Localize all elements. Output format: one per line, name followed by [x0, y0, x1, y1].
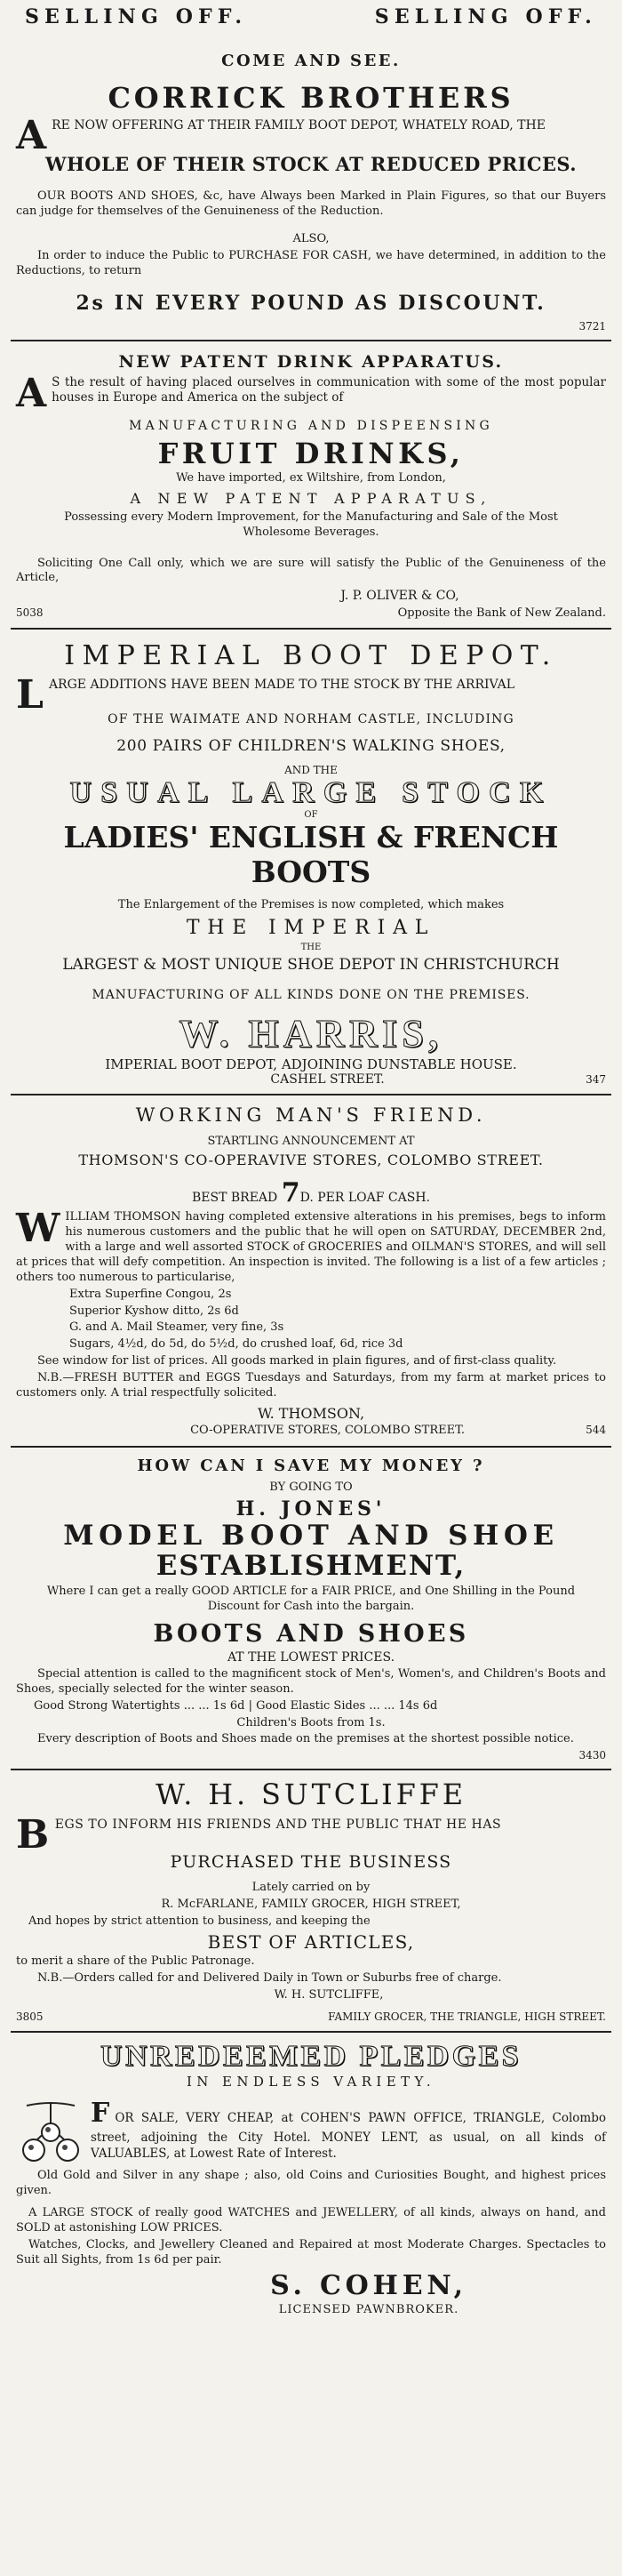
sutcliffe-intro: EGS TO INFORM HIS FRIENDS AND THE PUBLIC THAT HE HAS — [54, 1818, 502, 1833]
sutcliffe-sig: W. H. SUTCLIFFE, — [274, 1987, 384, 2002]
list-item: G. and A. Mail Steamer, very fine, 3s — [69, 1320, 284, 1335]
corrick-number: 3721 — [578, 319, 606, 333]
jones-prices: Good Strong Watertights ... ... 1s 6d | Good Elastic Sides ... ... 14s 6d — [34, 1698, 438, 1713]
imperial-harris: W. HARRIS, — [179, 1012, 443, 1056]
sutcliffe-number: 3805 — [16, 2010, 44, 2023]
corrick-discount: 2s IN EVERY POUND AS DISCOUNT. — [76, 291, 546, 315]
drink-apparatus: A NEW PATENT APPARATUS, — [130, 489, 492, 507]
cohen-gold: Old Gold and Silver in any shape ; also, old Coins and Curiosities Bought, and highest prices given. — [16, 2169, 606, 2198]
divider — [11, 2031, 611, 2033]
drink-imported: We have imported, ex Wiltshire, from London, — [176, 470, 446, 485]
sutcliffe-lately: Lately carried on by — [251, 1881, 371, 1895]
cohen-sub: IN ENDLESS VARIETY. — [186, 2074, 436, 2090]
corrick-p2: In order to induce the Public to PURCHASE FOR CASH, we have determined, in addition to the Reductions, to return — [16, 248, 606, 277]
cohen-stock: A LARGE STOCK of really good WATCHES and JEWELLERY, of all kinds, always on hand, and SOLD at astonishing LOW PRICES. — [16, 2206, 606, 2235]
jones-name: H. JONES' — [235, 1497, 387, 1521]
drink-number: 5038 — [16, 606, 44, 619]
bread-label: BEST BREAD — [192, 1191, 278, 1206]
jones-title: HOW CAN I SAVE MY MONEY ? — [137, 1456, 485, 1475]
imperial-of: OF — [304, 810, 318, 821]
cohen-watches: Watches, Clocks, and Jewellery Cleaned and Repaired at most Moderate Charges. Spectacles to Suit all Sights, from 1s 6d per pair. — [16, 2237, 606, 2267]
divider — [11, 340, 611, 341]
thomson-sig-addr: CO-OPERATIVE STORES, COLOMBO STREET. — [190, 1423, 465, 1437]
thomson-items — [16, 1288, 606, 1353]
thomson-nb: N.B.—FRESH BUTTER and EGGS Tuesdays and Saturdays, from my farm at market prices to customers only. A trial respectfully solicited. — [16, 1371, 606, 1400]
pawnbroker-balls-icon — [20, 2100, 82, 2168]
imperial-largest: LARGEST & MOST UNIQUE SHOE DEPOT IN CHRISTCHURCH — [62, 956, 560, 975]
come-and-see: COME AND SEE. — [221, 52, 401, 70]
imperial-enlarge: The Enlargement of the Premises is now completed, which makes — [117, 898, 505, 912]
imperial-usual: USUAL LARGE STOCK — [69, 776, 553, 810]
imperial-intro: ARGE ADDITIONS HAVE BEEN MADE TO THE STOCK BY THE ARRIVAL — [48, 678, 515, 693]
imperial-and-the: AND THE — [284, 764, 338, 777]
cohen-licensed: LICENSED PAWNBROKER. — [278, 2302, 459, 2316]
cohen-intro: OR SALE, VERY CHEAP, at COHEN'S PAWN OFFICE, TRIANGLE, Colombo street, adjoining the City Hotel. MONEY LENT, as usual, on all kinds of VALUABLES, at Lowest Rate of Interest. — [91, 2111, 606, 2161]
sutcliffe-best: BEST OF ARTICLES, — [207, 1930, 415, 1953]
corrick-headline: WHOLE OF THEIR STOCK AT REDUCED PRICES. — [45, 153, 577, 176]
imperial-line2: OF THE WAIMATE AND NORHAM CASTLE, INCLUDING — [108, 712, 514, 727]
jones-special: Special attention is called to the magnificent stock of Men's, Women's, and Children's Boots and Shoes, specially selected for the winter season. — [16, 1666, 606, 1696]
imperial-the: THE — [300, 943, 322, 953]
jones-estab: ESTABLISHMENT, — [156, 1549, 466, 1582]
corrick-p1: OUR BOOTS AND SHOES, &c, have Always been Marked in Plain Figures, so that our Buyers can judge for themselves of the Genuineness of the Reduction. — [16, 189, 606, 219]
cohen-title: UNREDEEMED PLEDGES — [100, 2040, 522, 2074]
sutcliffe-mcf: R. McFARLANE, FAMILY GROCER, HIGH STREET, — [161, 1898, 461, 1912]
sutcliffe-nb: N.B.—Orders called for and Delivered Daily in Town or Suburbs free of charge. — [37, 1970, 502, 1985]
jones-every: Every description of Boots and Shoes made on the premises at the shortest possible notice. — [37, 1732, 574, 1746]
drop-cap: W — [16, 1206, 60, 1252]
corrick-title: CORRICK BROTHERS — [108, 81, 514, 115]
thomson-ad — [0, 1104, 622, 1438]
drop-cap: L — [16, 672, 44, 718]
selling-off-header — [0, 0, 622, 70]
imperial-street: CASHEL STREET. — [270, 1072, 385, 1087]
bread-suffix: D. PER LOAF CASH. — [299, 1191, 430, 1206]
divider — [11, 1094, 611, 1095]
drink-firm: J. P. OLIVER & CO, — [340, 589, 459, 604]
list-item: Sugars, 4½d, do 5d, do 5½d, do crushed loaf, 6d, rice 3d — [69, 1337, 403, 1352]
corrick-intro: RE NOW OFFERING AT THEIR FAMILY BOOT DEPOT, WHATELY ROAD, THE — [52, 118, 546, 133]
sutcliffe-purchased: PURCHASED THE BUSINESS — [170, 1852, 452, 1873]
thomson-startling: STARTLING ANNOUNCEMENT AT — [207, 1135, 415, 1149]
jones-by: BY GOING TO — [269, 1480, 353, 1494]
jones-ad — [0, 1457, 622, 1762]
thomson-bread — [16, 1177, 606, 1208]
sutcliffe-hopes: And hopes by strict attention to business, and keeping the — [28, 1914, 371, 1929]
jones-lowest: AT THE LOWEST PRICES. — [227, 1649, 395, 1665]
imperial-line3: 200 PAIRS OF CHILDREN'S WALKING SHOES, — [116, 737, 506, 756]
jones-where: Where I can get a really GOOD ARTICLE for a FAIR PRICE, and One Shilling in the Pound Discount for Cash into the bargain. — [46, 1584, 576, 1613]
selling-off-left: SELLING OFF. — [25, 5, 248, 28]
drop-cap: B — [16, 1812, 50, 1858]
imperial-adjoin: IMPERIAL BOOT DEPOT, ADJOINING DUNSTABLE HOUSE. — [105, 1056, 517, 1073]
drop-cap: F — [91, 2098, 110, 2130]
thomson-stores: THOMSON'S CO-OPERAVIVE STORES, COLOMBO STREET. — [78, 1152, 544, 1169]
selling-off-right: SELLING OFF. — [374, 5, 597, 28]
thomson-intro: ILLIAM THOMSON having completed extensive alterations in his premises, begs to inform his numerous customers and the public that he will open on SATURDAY, DECEMBER 2nd, with a large and well assorted STOCK of GROCERIES and OILMAN'S STORES, and will sell at prices that will defy competition. An inspection is invited. The following is a list of a few articles ; others too numerous to particularise, — [16, 1210, 606, 1284]
imperial-mfg: MANUFACTURING OF ALL KINDS DONE ON THE PREMISES. — [92, 988, 530, 1003]
jones-children: Children's Boots from 1s. — [236, 1715, 386, 1729]
divider — [11, 628, 611, 630]
drink-solicit: Soliciting One Call only, which we are sure will satisfy the Public of the Genuineness of the Article, — [16, 556, 606, 585]
jones-number: 3430 — [578, 1749, 606, 1762]
thomson-number: 544 — [586, 1423, 606, 1436]
sutcliffe-addr: FAMILY GROCER, THE TRIANGLE, HIGH STREET. — [328, 2010, 606, 2023]
drink-intro: S the result of having placed ourselves in communication with some of the most popular houses in Europe and America on the subject of — [52, 374, 606, 405]
sutcliffe-merit: to merit a share of the Public Patronage. — [16, 1954, 255, 1968]
corrick-ad — [0, 83, 622, 333]
imperial-ladies: LADIES' ENGLISH & FRENCH BOOTS — [63, 820, 559, 890]
imperial-title: IMPERIAL BOOT DEPOT. — [64, 640, 558, 672]
divider — [11, 1769, 611, 1770]
list-item: Superior Kyshow ditto, 2s 6d — [69, 1304, 239, 1318]
drink-mfg: MANUFACTURING AND DISPEENSING — [129, 418, 493, 433]
imperial-the-imperial: THE IMPERIAL — [186, 917, 436, 940]
sutcliffe-ad — [0, 1778, 622, 2024]
corrick-also: ALSO, — [292, 231, 330, 245]
drop-cap: A — [16, 370, 47, 416]
drop-cap: A — [16, 113, 47, 159]
cohen-ad — [0, 2040, 622, 2317]
jones-model: MODEL BOOT AND SHOE — [63, 1519, 559, 1552]
drink-ad — [0, 352, 622, 622]
drink-title: NEW PATENT DRINK APPARATUS. — [118, 351, 504, 372]
thomson-title: WORKING MAN'S FRIEND. — [135, 1104, 487, 1127]
imperial-number: 347 — [586, 1073, 606, 1087]
jones-boots: BOOTS AND SHOES — [153, 1619, 469, 1648]
fruit-drinks: FRUIT DRINKS, — [157, 436, 465, 470]
cohen-sig: S. COHEN, — [270, 2269, 467, 2301]
bread-price: 7 — [281, 1177, 300, 1209]
drink-address: Opposite the Bank of New Zealand. — [397, 606, 606, 620]
drink-possess: Possessing every Modern Improvement, for the Manufacturing and Sale of the Most Wholesome Beverages. — [64, 510, 558, 539]
sutcliffe-title: W. H. SUTCLIFFE — [156, 1778, 466, 1812]
thomson-see: See window for list of prices. All goods marked in plain figures, and of first-class quality. — [37, 1354, 557, 1368]
list-item: Extra Superfine Congou, 2s — [69, 1287, 232, 1301]
imperial-ad — [0, 640, 622, 1087]
divider — [11, 1446, 611, 1448]
thomson-sig: W. THOMSON, — [257, 1404, 365, 1422]
